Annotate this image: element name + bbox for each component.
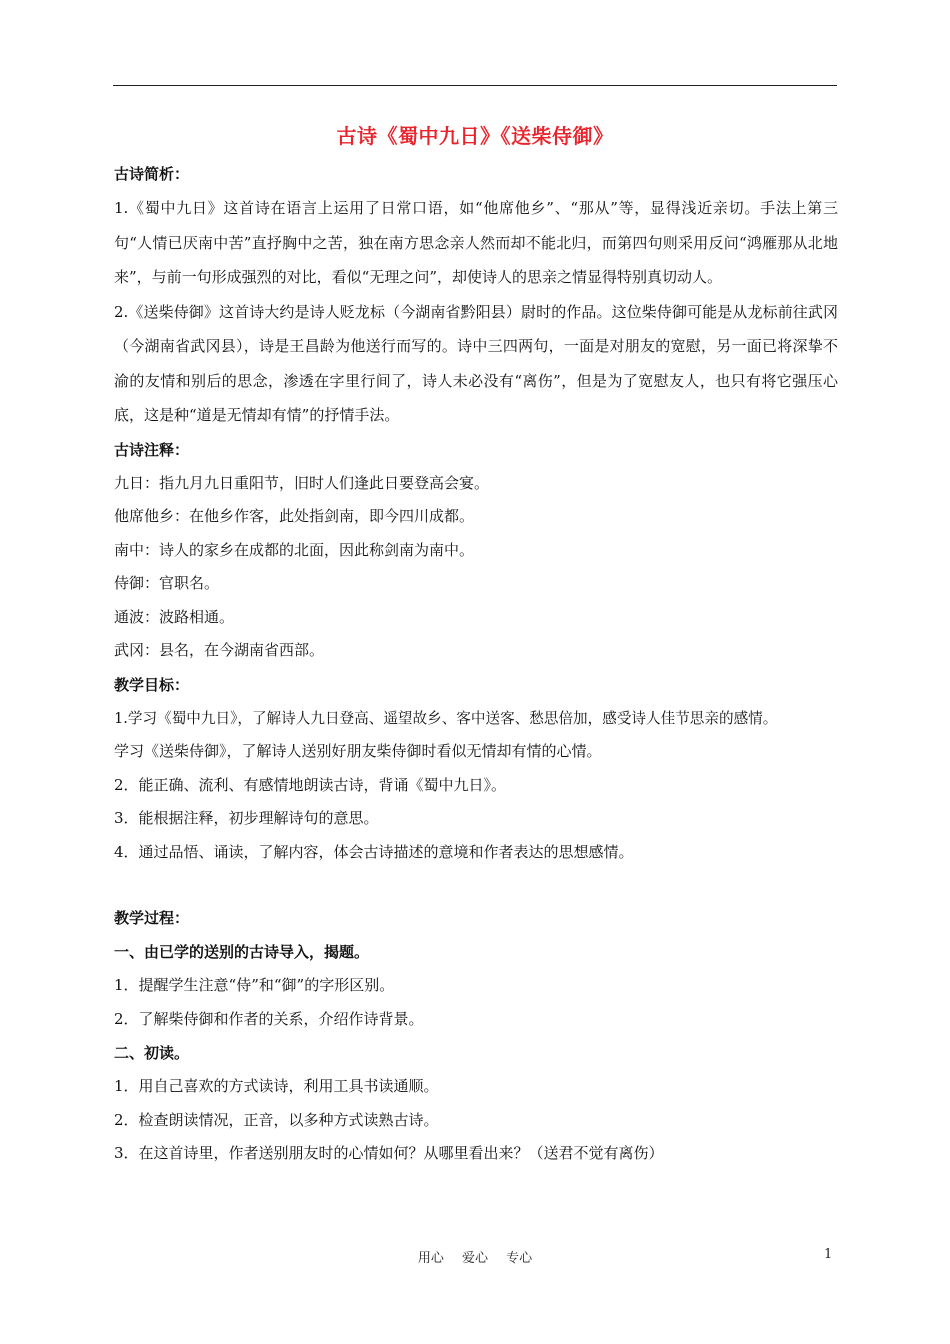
- note-item: 侍御：官职名。: [114, 574, 220, 592]
- process-part2-heading: 二、初读。: [114, 1044, 190, 1062]
- analysis-paragraph-1: 1.《蜀中九日》这首诗在语言上运用了日常口语，如“他席他乡”、“那从”等，显得浅近亲切。手法上第三句“人情已厌南中苦”直抒胸中之苦，独在南方思念亲人然而却不能北归，而第四句则采用反问“鸿雁那从北地来”，与前一句形成强烈的对比，看似“无理之问”，却使诗人的思亲之情显得特别真切动人。: [114, 199, 838, 286]
- process-item: 1．提醒学生注意“侍”和“御”的字形区别。: [114, 976, 395, 994]
- note-item: 南中：诗人的家乡在成都的北面，因此称剑南为南中。: [114, 540, 475, 559]
- document-body: [114, 157, 838, 1171]
- process-item: 3．在这首诗里，作者送别朋友时的心情如何？从哪里看出来？（送君不觉有离伤）: [114, 1144, 664, 1162]
- header-rule: [113, 85, 837, 86]
- goal-item: 1.学习《蜀中九日》，了解诗人九日登高、遥望故乡、客中送客、愁思倍加，感受诗人佳节思亲的感情。: [114, 709, 778, 727]
- process-part1-heading: 一、由已学的送别的古诗导入，揭题。: [114, 943, 370, 961]
- goals-heading: 教学目标：: [114, 675, 190, 694]
- page-number: 1: [824, 1247, 833, 1262]
- analysis-paragraph-2: 2.《送柴侍御》这首诗大约是诗人贬龙标（今湖南省黔阳县）尉时的作品。这位柴侍御可能是从龙标前往武冈（今湖南省武冈县），诗是王昌龄为他送行而写的。诗中三四两句，一面是对朋友的宽慰，另一面已将深挚不渝的友情和别后的思念，渗透在字里行间了，诗人未必没有“离伤”，但是为了宽慰友人，也只有将它强压心底，这是种“道是无情却有情”的抒情手法。: [114, 302, 838, 424]
- goal-item: 2．能正确、流利、有感情地朗读古诗，背诵《蜀中九日》。: [114, 775, 507, 794]
- note-item: 九日：指九月九日重阳节，旧时人们逢此日要登高会宴。: [114, 473, 490, 492]
- process-item: 2．检查朗读情况，正音，以多种方式读熟古诗。: [114, 1110, 439, 1129]
- note-item: 通波：波路相通。: [114, 607, 235, 626]
- goal-item: 4．通过品悟、诵读，了解内容，体会古诗描述的意境和作者表达的思想感情。: [114, 842, 634, 861]
- page-footer: 用心 爱心 专心: [417, 1251, 533, 1266]
- process-heading: 教学过程：: [114, 909, 190, 927]
- note-item: 他席他乡：在他乡作客，此处指剑南，即今四川成都。: [114, 507, 475, 525]
- note-item: 武冈：县名，在今湖南省西部。: [114, 641, 325, 659]
- notes-heading: 古诗注释：: [114, 440, 190, 459]
- process-item: 2．了解柴侍御和作者的关系，介绍作诗背景。: [114, 1009, 424, 1028]
- blank-line: [114, 869, 838, 901]
- goal-item: 学习《送柴侍御》，了解诗人送别好朋友柴侍御时看似无情却有情的心情。: [114, 742, 602, 760]
- page-title: 古诗《蜀中九日》《送柴侍御》: [336, 124, 614, 148]
- process-item: 1．用自己喜欢的方式读诗，利用工具书读通顺。: [114, 1077, 439, 1095]
- goal-item: 3．能根据注释，初步理解诗句的意思。: [114, 809, 379, 827]
- analysis-heading: 古诗简析：: [114, 165, 190, 183]
